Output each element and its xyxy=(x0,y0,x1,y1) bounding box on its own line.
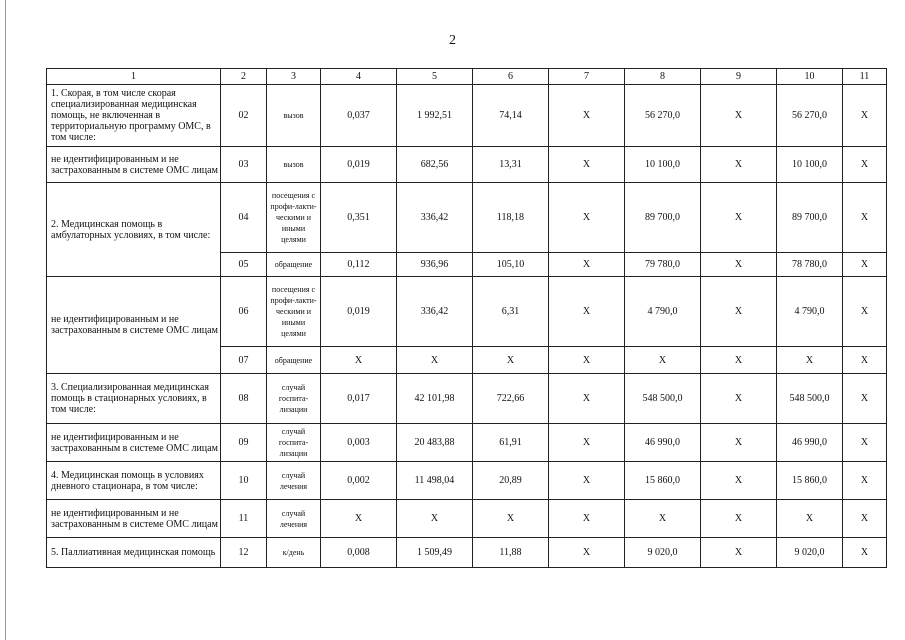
cell-c7: X xyxy=(549,500,625,538)
cell-c10: 78 780,0 xyxy=(777,253,843,277)
cell-c4: 0,112 xyxy=(321,253,397,277)
header-cell: 8 xyxy=(625,69,701,85)
header-cell: 5 xyxy=(397,69,473,85)
row-name: не идентифицированным и не застрахованным в системе ОМС лицам xyxy=(47,147,221,183)
row-code: 03 xyxy=(221,147,267,183)
cell-c6: 20,89 xyxy=(473,462,549,500)
cell-c11: X xyxy=(843,347,887,374)
cell-c11: X xyxy=(843,538,887,568)
cell-c11: X xyxy=(843,147,887,183)
table-row xyxy=(47,183,887,253)
cell-c6: 74,14 xyxy=(473,85,549,147)
cell-c8: 79 780,0 xyxy=(625,253,701,277)
cell-c6: 6,31 xyxy=(473,277,549,347)
cell-c11: X xyxy=(843,424,887,462)
cell-c10: 56 270,0 xyxy=(777,85,843,147)
row-unit: посещения с профи-лакти-ческими и иными целями xyxy=(267,277,321,347)
page-number: 2 xyxy=(449,33,456,48)
cell-c6: 13,31 xyxy=(473,147,549,183)
cell-c4: 0,002 xyxy=(321,462,397,500)
cell-c8: 4 790,0 xyxy=(625,277,701,347)
header-cell: 3 xyxy=(267,69,321,85)
cell-c6: 118,18 xyxy=(473,183,549,253)
cell-c10: X xyxy=(777,347,843,374)
cell-c6: 722,66 xyxy=(473,374,549,424)
header-cell: 11 xyxy=(843,69,887,85)
table-row xyxy=(47,500,887,538)
cell-c8: 10 100,0 xyxy=(625,147,701,183)
cell-c11: X xyxy=(843,183,887,253)
header-cell: 4 xyxy=(321,69,397,85)
row-unit: обращение xyxy=(267,253,321,277)
cell-c6: 105,10 xyxy=(473,253,549,277)
header-cell: 9 xyxy=(701,69,777,85)
row-name: 1. Скорая, в том числе скорая специализированная медицинская помощь, не включенная в территориальную программу ОМС, в том числе: xyxy=(47,85,221,147)
cell-c11: X xyxy=(843,462,887,500)
cell-c5: X xyxy=(397,347,473,374)
row-unit: вызов xyxy=(267,147,321,183)
row-unit: вызов xyxy=(267,85,321,147)
cell-c7: X xyxy=(549,374,625,424)
cell-c8: 89 700,0 xyxy=(625,183,701,253)
row-unit: случай госпита-лизации xyxy=(267,424,321,462)
row-code: 05 xyxy=(221,253,267,277)
header-cell: 6 xyxy=(473,69,549,85)
cell-c9: X xyxy=(701,183,777,253)
cell-c5: 1 992,51 xyxy=(397,85,473,147)
cell-c10: 15 860,0 xyxy=(777,462,843,500)
cell-c9: X xyxy=(701,500,777,538)
row-name: 2. Медицинская помощь в амбулаторных условиях, в том числе: xyxy=(47,183,221,277)
cell-c7: X xyxy=(549,147,625,183)
cell-c8: 56 270,0 xyxy=(625,85,701,147)
cell-c4: X xyxy=(321,500,397,538)
cell-c11: X xyxy=(843,253,887,277)
cell-c7: X xyxy=(549,424,625,462)
cell-c8: X xyxy=(625,500,701,538)
cell-c4: 0,351 xyxy=(321,183,397,253)
cell-c10: 10 100,0 xyxy=(777,147,843,183)
row-unit: обращение xyxy=(267,347,321,374)
cell-c9: X xyxy=(701,462,777,500)
row-code: 12 xyxy=(221,538,267,568)
row-name: 4. Медицинская помощь в условиях дневного стационара, в том числе: xyxy=(47,462,221,500)
cell-c8: 15 860,0 xyxy=(625,462,701,500)
table-row xyxy=(47,374,887,424)
row-unit: случай лечения xyxy=(267,500,321,538)
table-row xyxy=(47,277,887,347)
cell-c5: X xyxy=(397,500,473,538)
cell-c5: 682,56 xyxy=(397,147,473,183)
cell-c5: 20 483,88 xyxy=(397,424,473,462)
cell-c10: 9 020,0 xyxy=(777,538,843,568)
cell-c9: X xyxy=(701,538,777,568)
cell-c4: 0,037 xyxy=(321,85,397,147)
cell-c5: 42 101,98 xyxy=(397,374,473,424)
row-name: не идентифицированным и не застрахованным в системе ОМС лицам xyxy=(47,277,221,374)
header-row xyxy=(47,69,887,85)
cell-c4: 0,008 xyxy=(321,538,397,568)
cell-c10: 89 700,0 xyxy=(777,183,843,253)
cell-c7: X xyxy=(549,462,625,500)
row-code: 11 xyxy=(221,500,267,538)
cell-c4: X xyxy=(321,347,397,374)
cell-c4: 0,019 xyxy=(321,147,397,183)
header-cell: 10 xyxy=(777,69,843,85)
cell-c6: 11,88 xyxy=(473,538,549,568)
row-code: 04 xyxy=(221,183,267,253)
cell-c9: X xyxy=(701,277,777,347)
cell-c5: 336,42 xyxy=(397,277,473,347)
row-unit: случай госпита-лизации xyxy=(267,374,321,424)
cell-c11: X xyxy=(843,277,887,347)
header-cell: 7 xyxy=(549,69,625,85)
cell-c10: 4 790,0 xyxy=(777,277,843,347)
header-cell: 2 xyxy=(221,69,267,85)
cell-c11: X xyxy=(843,500,887,538)
cell-c9: X xyxy=(701,253,777,277)
cell-c7: X xyxy=(549,347,625,374)
table-row xyxy=(47,462,887,500)
cell-c5: 936,96 xyxy=(397,253,473,277)
header-cell: 1 xyxy=(47,69,221,85)
cell-c6: X xyxy=(473,500,549,538)
row-code: 08 xyxy=(221,374,267,424)
cell-c10: X xyxy=(777,500,843,538)
cell-c6: X xyxy=(473,347,549,374)
cell-c7: X xyxy=(549,253,625,277)
row-name: не идентифицированным и не застрахованным в системе ОМС лицам xyxy=(47,424,221,462)
row-code: 02 xyxy=(221,85,267,147)
data-table xyxy=(46,68,887,568)
cell-c8: 548 500,0 xyxy=(625,374,701,424)
cell-c11: X xyxy=(843,85,887,147)
cell-c9: X xyxy=(701,147,777,183)
cell-c8: 46 990,0 xyxy=(625,424,701,462)
table-row xyxy=(47,424,887,462)
cell-c9: X xyxy=(701,374,777,424)
cell-c7: X xyxy=(549,277,625,347)
cell-c7: X xyxy=(549,538,625,568)
cell-c9: X xyxy=(701,424,777,462)
row-unit: случай лечения xyxy=(267,462,321,500)
cell-c10: 46 990,0 xyxy=(777,424,843,462)
cell-c10: 548 500,0 xyxy=(777,374,843,424)
cell-c5: 336,42 xyxy=(397,183,473,253)
table-row xyxy=(47,85,887,147)
cell-c4: 0,019 xyxy=(321,277,397,347)
page-edge-line xyxy=(5,0,6,640)
cell-c5: 1 509,49 xyxy=(397,538,473,568)
row-name: 5. Паллиативная медицинская помощь xyxy=(47,538,221,568)
table-row xyxy=(47,538,887,568)
row-unit: к/день xyxy=(267,538,321,568)
table-row xyxy=(47,147,887,183)
cell-c7: X xyxy=(549,183,625,253)
cell-c6: 61,91 xyxy=(473,424,549,462)
cell-c4: 0,003 xyxy=(321,424,397,462)
cell-c9: X xyxy=(701,85,777,147)
cell-c8: X xyxy=(625,347,701,374)
row-unit: посещения с профи-лакти-ческими и иными целями xyxy=(267,183,321,253)
cell-c11: X xyxy=(843,374,887,424)
cell-c5: 11 498,04 xyxy=(397,462,473,500)
cell-c7: X xyxy=(549,85,625,147)
cell-c4: 0,017 xyxy=(321,374,397,424)
cell-c9: X xyxy=(701,347,777,374)
cell-c8: 9 020,0 xyxy=(625,538,701,568)
row-code: 07 xyxy=(221,347,267,374)
row-code: 09 xyxy=(221,424,267,462)
row-name: не идентифицированным и не застрахованным в системе ОМС лицам xyxy=(47,500,221,538)
row-name: 3. Специализированная медицинская помощь в стационарных условиях, в том числе: xyxy=(47,374,221,424)
row-code: 10 xyxy=(221,462,267,500)
row-code: 06 xyxy=(221,277,267,347)
